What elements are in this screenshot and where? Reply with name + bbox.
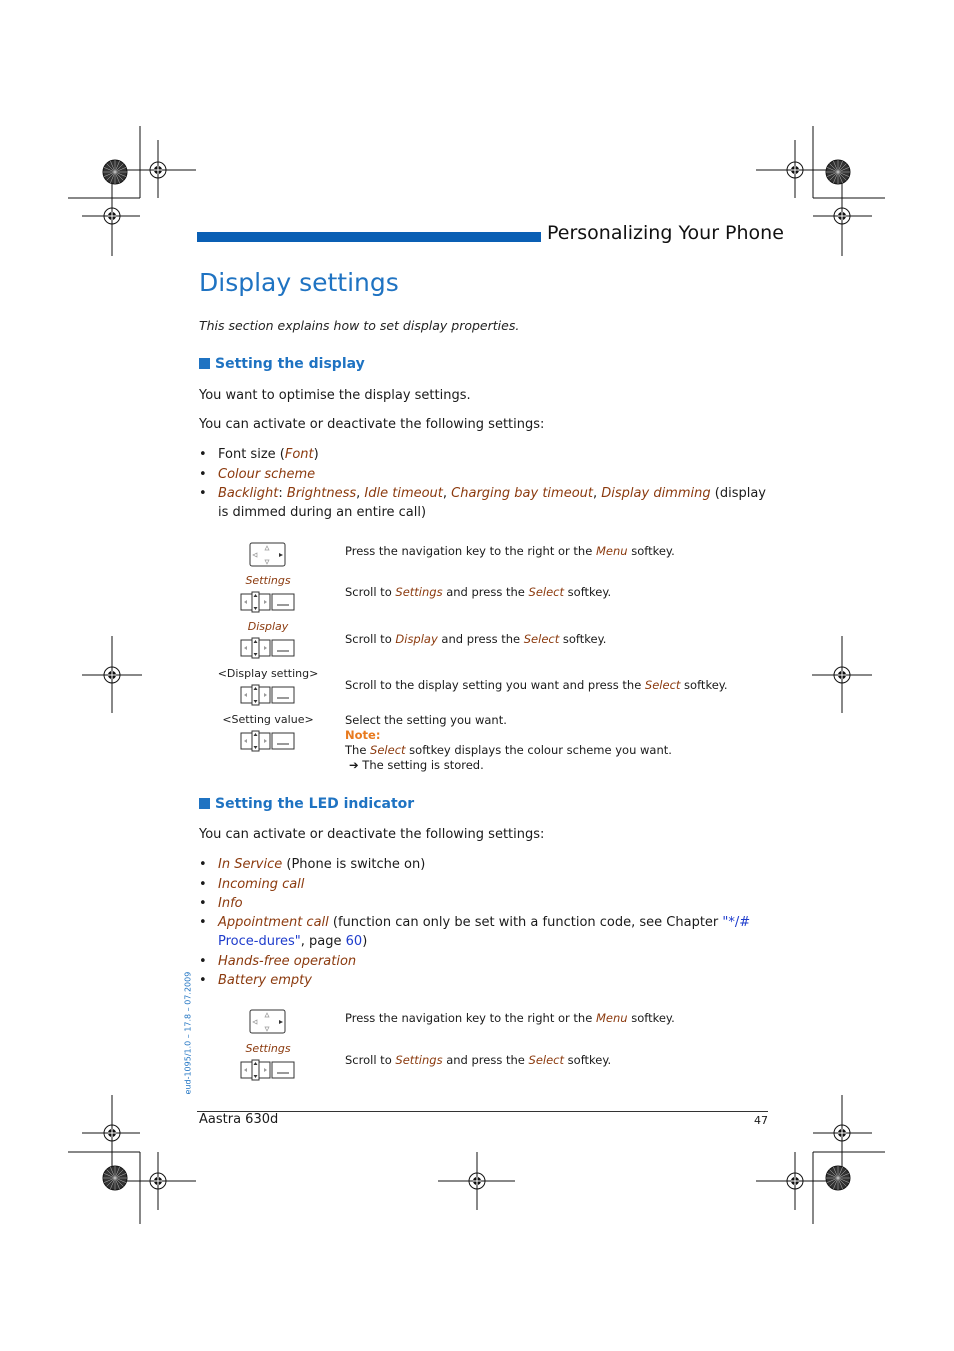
step-label: Settings (245, 1042, 291, 1055)
scroll-select-keys-icon (240, 730, 296, 752)
scroll-select-keys-icon (240, 591, 296, 613)
square-bullet-icon (199, 798, 210, 809)
intro-text: This section explains how to set display properties. (199, 318, 520, 333)
header-bar (197, 232, 541, 242)
step-text: Scroll to Display and press the Select softkey. (345, 632, 607, 646)
scroll-select-keys-icon (240, 637, 296, 659)
step-label: <Setting value> (222, 713, 314, 726)
result-text: ➔ The setting is stored. (349, 758, 484, 772)
chapter-link[interactable]: "*/# Proce-dures" (218, 915, 751, 949)
step-text: Scroll to the display setting you want and press the Select softkey. (345, 678, 728, 692)
step-text: Scroll to Settings and press the Select softkey. (345, 585, 612, 599)
section-heading-led: Setting the LED indicator (199, 796, 414, 812)
paragraph: You can activate or deactivate the following settings: (199, 417, 545, 432)
step-text: Press the navigation key to the right or the Menu softkey. (345, 544, 675, 558)
note-text: The Select softkey displays the colour scheme you want. (345, 743, 672, 757)
footer-divider (197, 1111, 768, 1112)
step-text: Scroll to Settings and press the Select softkey. (345, 1053, 612, 1067)
step-text: Press the navigation key to the right or the Menu softkey. (345, 1011, 675, 1025)
note-label: Note: (345, 728, 381, 742)
square-bullet-icon (199, 358, 210, 369)
paragraph: You want to optimise the display settings. (199, 388, 471, 403)
step-label: Display (247, 620, 289, 633)
page-title: Display settings (199, 268, 399, 297)
paragraph: You can activate or deactivate the following settings: (199, 827, 545, 842)
navigation-key-right-icon (249, 542, 287, 568)
page-link[interactable]: 60 (345, 934, 363, 949)
step-label: <Display setting> (217, 667, 319, 680)
product-name: Aastra 630d (199, 1112, 279, 1127)
navigation-key-right-icon (249, 1009, 287, 1035)
scroll-select-keys-icon (240, 684, 296, 706)
section-heading-display: Setting the display (199, 356, 365, 372)
page-number: 47 (754, 1114, 768, 1127)
document-code: eud-1095/1.0 – 17.8 – 07.2009 (183, 971, 193, 1095)
step-label: Settings (245, 574, 291, 587)
chapter-title: Personalizing Your Phone (547, 222, 784, 244)
scroll-select-keys-icon (240, 1059, 296, 1081)
step-text: Select the setting you want. (345, 713, 507, 727)
